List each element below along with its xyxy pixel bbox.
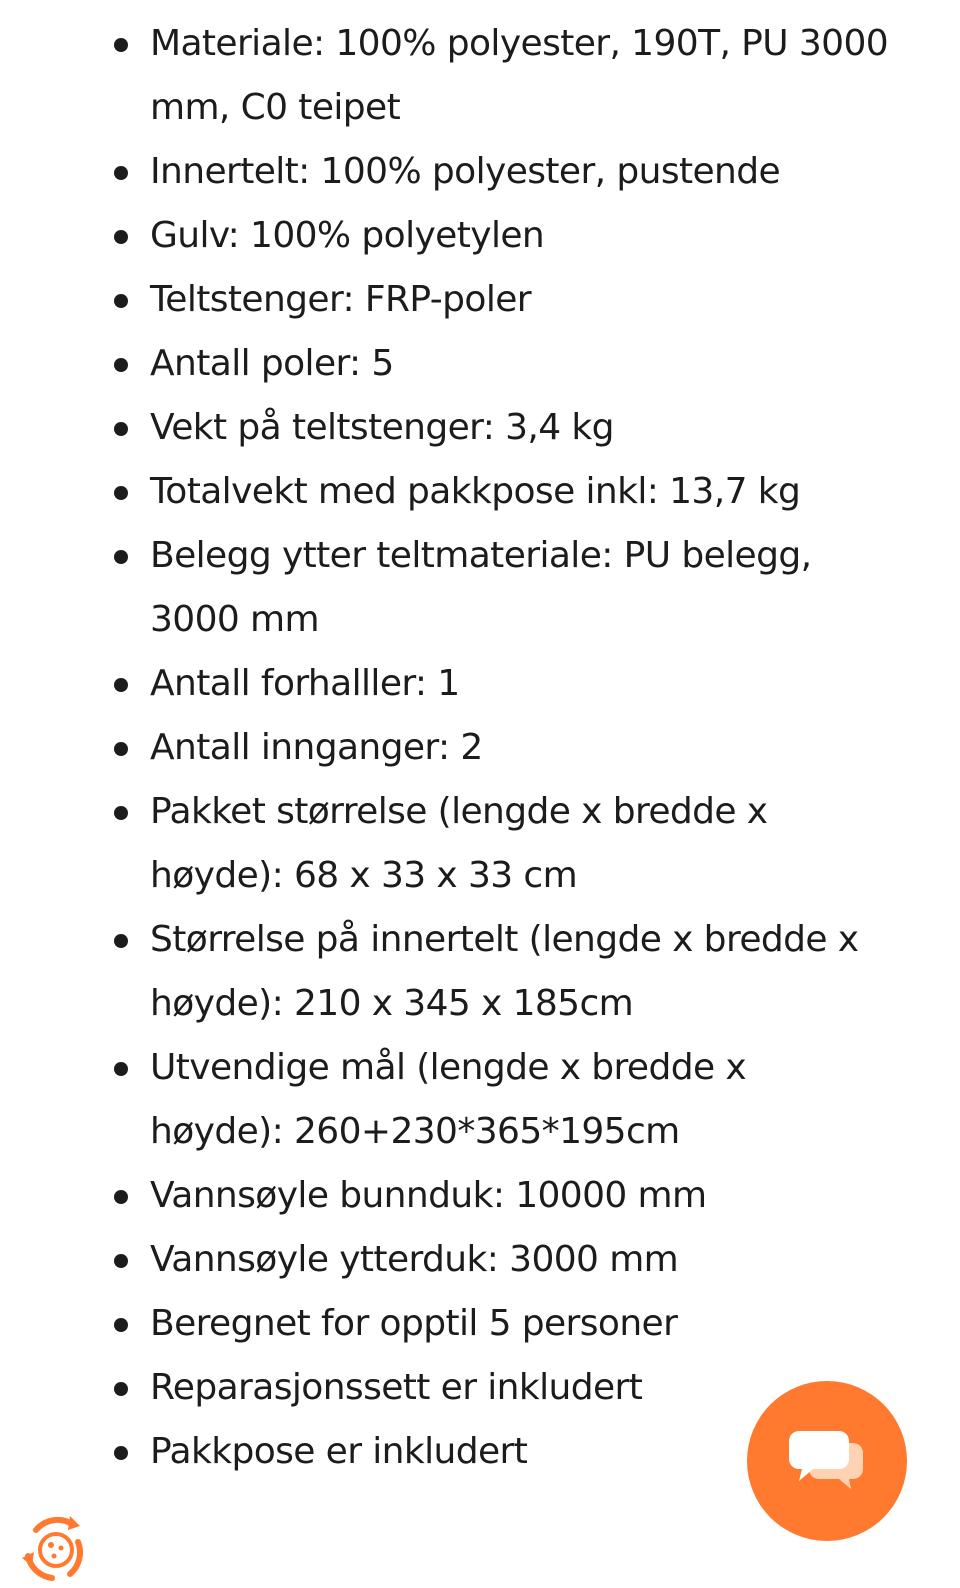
spec-item-outer-size — [0, 1036, 960, 1164]
chat-bubbles-icon — [789, 1429, 865, 1493]
bullet — [114, 294, 128, 308]
spec-item-inner-tent — [0, 140, 960, 204]
spec-text: Totalvekt med pakkpose inkl: 13,7 kg — [150, 471, 801, 512]
bullet — [114, 1062, 128, 1076]
spec-text: Pakket størrelse (lengde x bredde x høyde): 68 x 33 x 33 cm — [150, 791, 768, 896]
spec-list — [0, 12, 960, 1484]
bullet — [114, 934, 128, 948]
spec-item-packed-size — [0, 780, 960, 908]
bullet — [114, 422, 128, 436]
spec-text: Reparasjonssett er inkludert — [150, 1367, 643, 1408]
spec-text: Antall poler: 5 — [150, 343, 394, 384]
spec-item-poles — [0, 268, 960, 332]
spec-item-pole-weight — [0, 396, 960, 460]
bullet — [114, 806, 128, 820]
spec-text: Utvendige mål (lengde x bredde x høyde): 260+230*365*195cm — [150, 1047, 747, 1152]
spec-item-capacity — [0, 1292, 960, 1356]
bullet — [114, 742, 128, 756]
bullet — [114, 230, 128, 244]
bullet — [114, 1190, 128, 1204]
spec-item-pole-count — [0, 332, 960, 396]
spec-item-total-weight — [0, 460, 960, 524]
spec-text: Vekt på teltstenger: 3,4 kg — [150, 407, 614, 448]
bullet — [114, 1318, 128, 1332]
bullet — [114, 1382, 128, 1396]
bullet — [114, 1254, 128, 1268]
spec-item-vestibules — [0, 652, 960, 716]
bullet — [114, 358, 128, 372]
spec-item-coating — [0, 524, 960, 652]
bullet — [114, 678, 128, 692]
spec-item-inner-size — [0, 908, 960, 1036]
bullet — [114, 550, 128, 564]
spec-text: Vannsøyle ytterduk: 3000 mm — [150, 1239, 679, 1280]
spec-text: Materiale: 100% polyester, 190T, PU 3000 mm, C0 teipet — [150, 23, 889, 128]
spec-text: Beregnet for opptil 5 personer — [150, 1303, 678, 1344]
bullet — [114, 1446, 128, 1460]
spec-item-entrances — [0, 716, 960, 780]
bullet — [114, 38, 128, 52]
spec-text: Pakkpose er inkludert — [150, 1431, 528, 1472]
spec-item-outer-water-column — [0, 1228, 960, 1292]
spec-text: Antall innganger: 2 — [150, 727, 483, 768]
spec-text: Innertelt: 100% polyester, pustende — [150, 151, 781, 192]
spec-text: Antall forhalller: 1 — [150, 663, 460, 704]
spec-text: Størrelse på innertelt (lengde x bredde x høyde): 210 x 345 x 185cm — [150, 919, 859, 1024]
spec-text: Gulv: 100% polyetylen — [150, 215, 545, 256]
chat-button[interactable] — [747, 1381, 907, 1541]
bullet — [114, 166, 128, 180]
spec-item-material — [0, 12, 960, 140]
spec-item-floor — [0, 204, 960, 268]
spec-text: Vannsøyle bunnduk: 10000 mm — [150, 1175, 707, 1216]
cookie-settings-icon[interactable] — [18, 1512, 94, 1588]
spec-text: Belegg ytter teltmateriale: PU belegg, 3000 mm — [150, 535, 812, 640]
spec-text: Teltstenger: FRP-poler — [150, 279, 531, 320]
spec-item-floor-water-column — [0, 1164, 960, 1228]
bullet — [114, 486, 128, 500]
